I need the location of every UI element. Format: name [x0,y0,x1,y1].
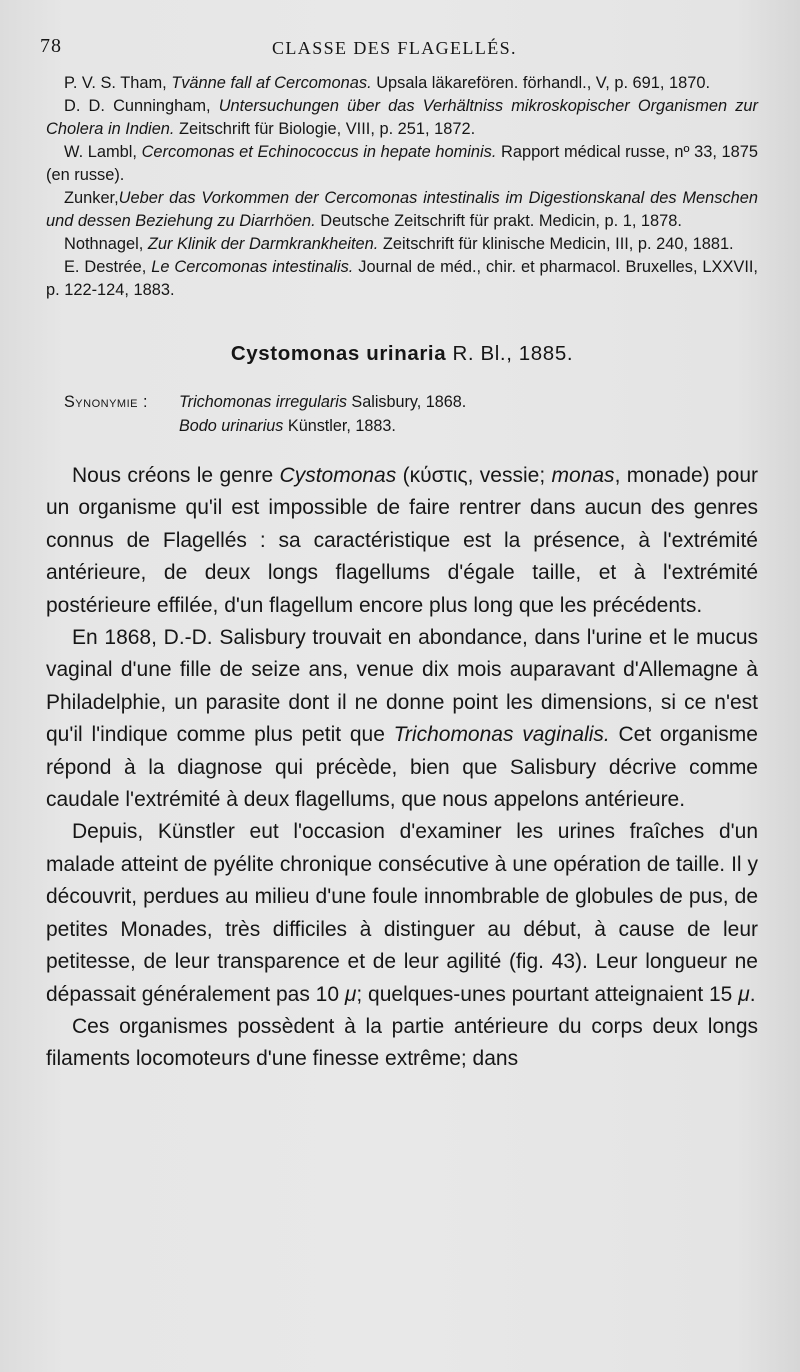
synonym [179,390,466,414]
text-run: ; quelques-unes pourtant atteignaient 15 [356,982,739,1006]
bib-entry [46,233,758,256]
micron-unit: μ [344,982,357,1006]
bib-title: Untersuchungen über das Verhältniss mikroskopischer Organismen zur Cholera in Indien. [46,97,759,138]
species-title: Cystomonas urinaria [230,342,447,365]
text-run: , monade) pour un organisme qu'il est impossible de faire rentrer dans aucun des genres connus de Flagellés : sa caractéristique est la présence, à l'extrémité antérieure, de deux longs flagellums d'égale taille, et à l'extrémité postérieure effilée, d'un flagellum encore plus long que les précédents. [46,464,759,617]
text-run: . [749,982,756,1006]
page-content [40,30,759,1076]
bib-author: Zunker, [64,189,119,207]
bib-author: W. Lambl, [64,143,137,161]
bibliography [46,72,758,302]
bib-author: E. Destrée, [64,258,147,276]
bib-title: Ueber das Vorkommen der Cercomonas intestinalis im Digestionskanal des Menschen und dessen Beziehung zu Diarrhöen. [46,189,758,230]
paragraph [46,1011,758,1076]
synonym-name: Bodo urinarius [179,417,284,435]
synonymy [46,390,758,438]
micron-unit: μ [738,982,750,1006]
bib-source: Deutsche Zeitschrift für prakt. Medicin, p. 1, 1878. [320,212,682,230]
text-run: Nous créons le genre [72,464,280,487]
synonym-authority: Künstler, 1883. [287,417,396,435]
body-text [46,460,758,1076]
bib-entry [46,72,758,95]
section-title [46,342,758,366]
species-authority: R. Bl., 1885. [452,342,574,365]
bib-source: Rapport médical russe, nº 33, 1875 (en russe). [46,143,758,184]
bib-source: Upsala läkarefören. förhandl., V, p. 691, 1870. [376,74,711,92]
bib-title: Zur Klinik der Darmkrankheiten. [147,235,379,253]
paragraph [46,816,758,1010]
bib-entry [46,141,758,187]
text-run: Depuis, Künstler eut l'occasion d'examiner les urines fraîches d'un malade atteint de pyélite chronique consécutive à une opération de taille. Il y découvrit, perdues au milieu d'une foule innombrable de globules de pus, de petites Monades, très difficiles à distinguer au début, à cause de leur petitesse, de leur transparence et de leur agilité (fig. 43). Leur longueur ne dépassait généralement pas 10 [46,820,758,1006]
genus-name: Cystomonas [279,464,397,487]
text-run: Ces organismes possèdent à la partie antérieure du corps deux longs filaments locomoteurs d'une finesse extrême; dans [46,1014,758,1071]
bib-source: Zeitschrift für klinische Medicin, III, p. 240, 1881. [382,235,734,253]
bib-source: Zeitschrift für Biologie, VIII, p. 251, 1872. [179,120,476,138]
synonymy-label: Synonymie : [64,393,148,411]
text-run: (κύστις, vessie; [396,464,552,487]
bib-entry [46,256,758,302]
species-name: Trichomonas vaginalis. [393,723,610,747]
paragraph [46,622,758,816]
bib-title: Cercomonas et Echinococcus in hepate hominis. [141,143,497,161]
etymology-term: monas [551,464,615,487]
paragraph [46,460,758,622]
synonym-name: Trichomonas irregularis [179,393,347,411]
bib-author: Nothnagel, [64,235,144,253]
bib-title: Le Cercomonas intestinalis. [151,258,354,276]
running-title: CLASSE DES FLAGELLÉS. [272,38,517,58]
bib-entry [46,95,758,141]
bib-source: Journal de méd., chir. et pharmacol. Bruxelles, LXXVII, p. 122-124, 1883. [46,258,758,299]
text-run: En 1868, D.-D. Salisbury trouvait en abondance, dans l'urine et le mucus vaginal d'une fille de seize ans, venue dix mois auparavant d'Allemagne à Philadelphie, un parasite dont il ne donne point les dimensions, si ce n'est qu'il l'indique comme plus petit que [46,626,758,747]
bib-title: Tvänne fall af Cercomonas. [171,74,372,92]
synonymy-row [46,390,758,414]
bib-entry [46,187,758,233]
bib-author: P. V. S. Tham, [64,74,167,92]
text-run: Cet organisme répond à la diagnose qui précède, bien que Salisbury décrive comme caudale l'extrémité à deux flagellums, que nous appelons antérieure. [46,723,758,812]
running-head [40,30,758,60]
synonymy-row [46,414,758,438]
synonym-authority: Salisbury, 1868. [351,393,467,411]
synonym [179,414,396,438]
page-number: 78 [40,35,62,57]
bib-author: D. D. Cunningham, [64,97,211,115]
